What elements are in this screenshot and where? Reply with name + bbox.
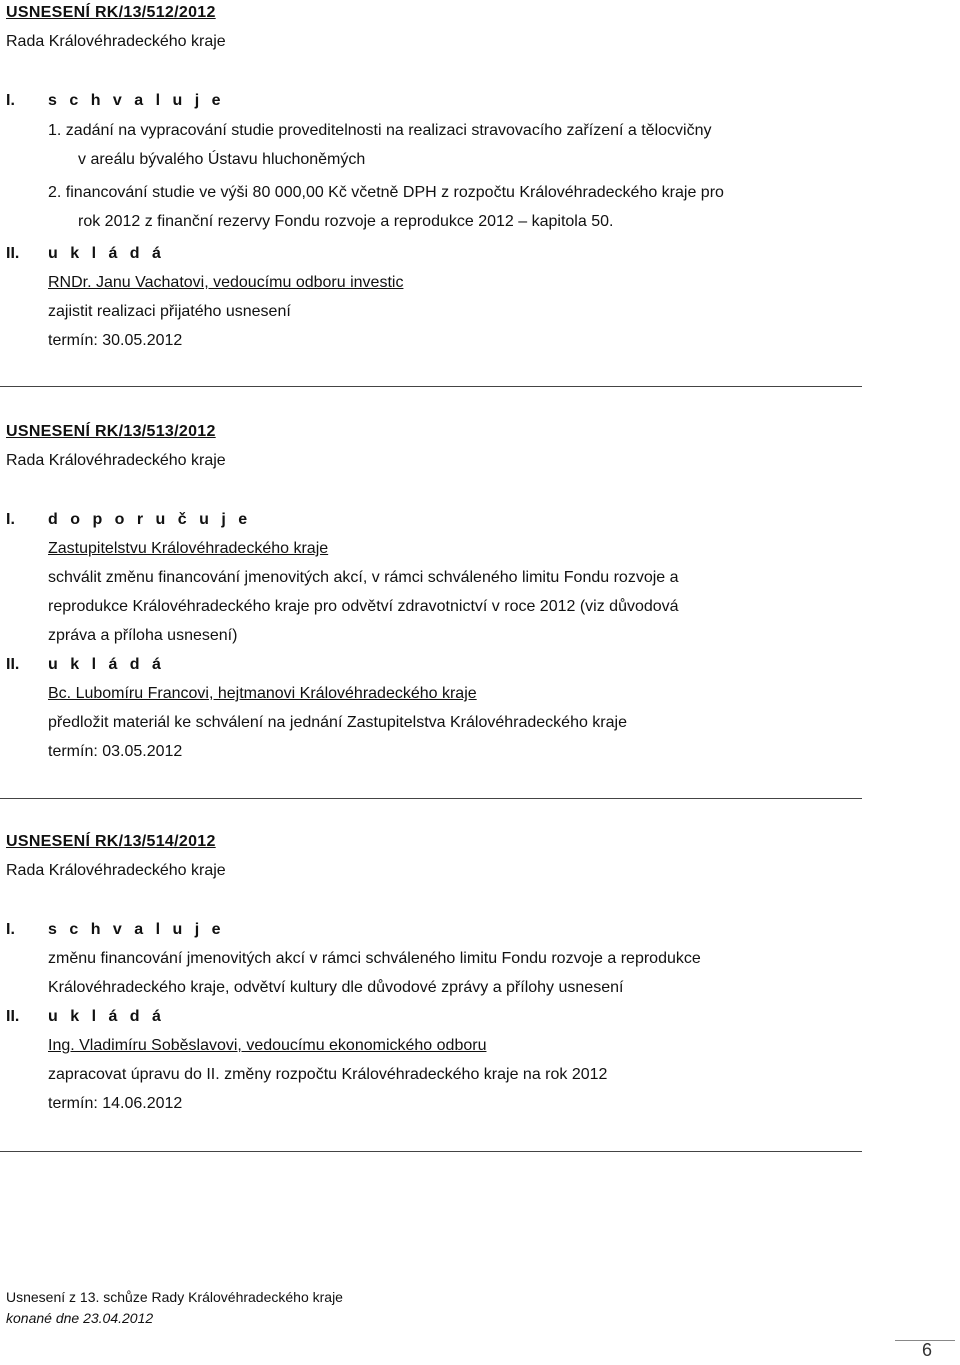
section-line: rok 2012 z finanční rezervy Fondu rozvoje a reprodukce 2012 – kapitola 50. [78,213,614,230]
deadline: termín: 03.05.2012 [48,743,183,760]
deadline: termín: 30.05.2012 [48,332,183,349]
resolution-title: USNESENÍ RK/13/512/2012 [6,4,216,21]
addressee: Ing. Vladimíru Soběslavovi, vedoucímu ekonomického odboru [48,1037,487,1054]
section-line: v areálu bývalého Ústavu hluchoněmých [78,151,366,168]
section-line: zapracovat úpravu do II. změny rozpočtu Královéhradeckého kraje na rok 2012 [48,1066,608,1083]
resolution-body: Rada Královéhradeckého kraje [6,452,226,469]
section-verb: u k l á d á [48,245,165,262]
resolution-body: Rada Královéhradeckého kraje [6,862,226,879]
divider [0,386,862,387]
section-line: schválit změnu financování jmenovitých akcí, v rámci schváleného limitu Fondu rozvoje a [48,569,679,586]
addressee: RNDr. Janu Vachatovi, vedoucímu odboru investic [48,274,404,291]
section-line: zpráva a příloha usnesení) [48,627,238,644]
page-number: 6 [921,1340,932,1360]
section-verb: d o p o r u č u j e [48,511,252,528]
section-line: předložit materiál ke schválení na jednání Zastupitelstva Královéhradeckého kraje [48,714,627,731]
section-number: I. [6,921,15,938]
section-line: změnu financování jmenovitých akcí v rámci schváleného limitu Fondu rozvoje a reprodukce [48,950,701,967]
footer-date: konané dne 23.04.2012 [6,1310,154,1326]
section-number: II. [6,1008,20,1025]
section-number: I. [6,92,15,109]
section-number: I. [6,511,15,528]
section-number: II. [6,245,20,262]
addressee: Zastupitelstvu Královéhradeckého kraje [48,540,329,557]
divider [0,798,862,799]
divider [0,1151,862,1152]
section-verb: s c h v a l u j e [48,92,225,109]
section-line: 1. zadání na vypracování studie proveditelnosti na realizaci stravovacího zařízení a tělocvičny [48,122,712,139]
section-verb: s c h v a l u j e [48,921,225,938]
resolution-body: Rada Královéhradeckého kraje [6,33,226,50]
section-line: zajistit realizaci přijatého usnesení [48,303,291,320]
section-number: II. [6,656,20,673]
section-line: 2. financování studie ve výši 80 000,00 Kč včetně DPH z rozpočtu Královéhradeckého kraje pro [48,184,724,201]
addressee: Bc. Lubomíru Francovi, hejtmanovi Královéhradeckého kraje [48,685,477,702]
resolution-title: USNESENÍ RK/13/513/2012 [6,423,216,440]
resolution-title: USNESENÍ RK/13/514/2012 [6,833,216,850]
deadline: termín: 14.06.2012 [48,1095,183,1112]
section-verb: u k l á d á [48,656,165,673]
footer-title: Usnesení z 13. schůze Rady Královéhradeckého kraje [6,1289,343,1305]
section-line: reprodukce Královéhradeckého kraje pro odvětví zdravotnictví v roce 2012 (viz důvodová [48,598,679,615]
section-line: Královéhradeckého kraje, odvětví kultury dle důvodové zprávy a přílohy usnesení [48,979,624,996]
section-verb: u k l á d á [48,1008,165,1025]
